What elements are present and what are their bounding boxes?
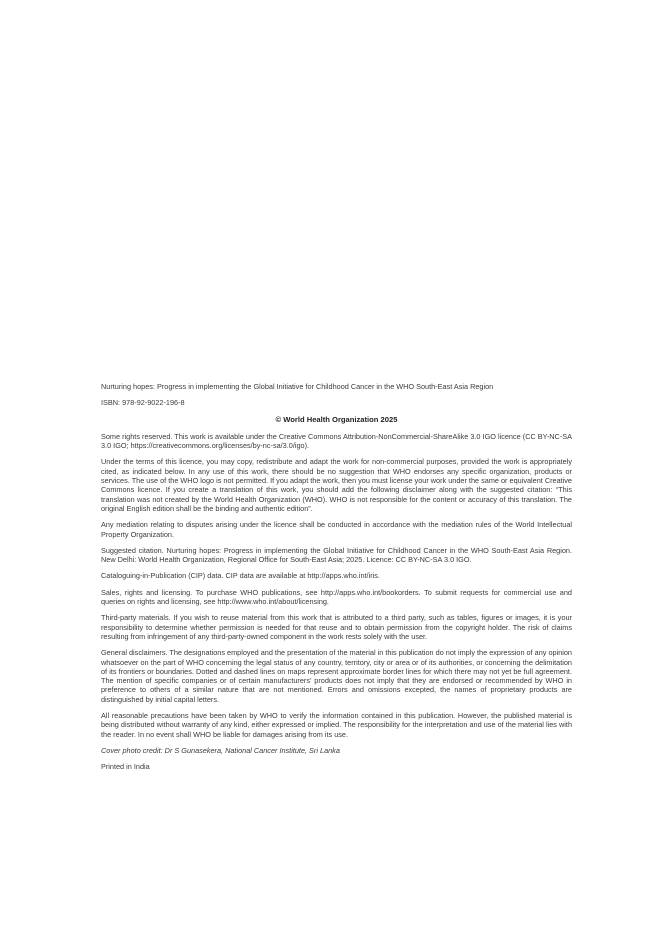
precautions-paragraph: All reasonable precautions have been taken by WHO to verify the information contained in this publication. However, the published material is being distributed without warranty of any kind, either expressed or implied. The responsibility for the interpretation and use of the material lies with the reader. In no event shall WHO be liable for damages arising from its use. (101, 711, 572, 739)
rights-reserved-paragraph: Some rights reserved. This work is available under the Creative Commons Attribution-NonCommercial-ShareAlike 3.0 IGO licence (CC BY-NC-SA 3.0 IGO; https://creativecommons.org/licenses/by-nc-sa/3.0/igo). (101, 431, 572, 451)
general-disclaimers-paragraph: General disclaimers. The designations employed and the presentation of the material in this publication do not imply the expression of any opinion whatsoever on the part of WHO concerning the legal status of any country, territory, city or area or of its authorities, or concerning the delimitation of its frontiers or boundaries. Dotted and dashed lines on maps represent approximate border lines for which there may not yet be full agreement. The mention of specific companies or of certain manufacturers’ products does not imply that they are endorsed or recommended by WHO in preference to others of a similar nature that are not mentioned. Errors and omissions excepted, the names of proprietary products are distinguished by initial capital letters. (101, 648, 572, 704)
copyright-notice: © World Health Organization 2025 (275, 414, 398, 424)
sales-paragraph: Sales, rights and licensing. To purchase WHO publications, see http://apps.who.int/bookorders. To submit requests for commercial use and queries on rights and licensing, see http://www.who.int/about/licensing. (101, 587, 572, 607)
third-party-paragraph: Third-party materials. If you wish to reuse material from this work that is attributed to a third party, such as tables, figures or images, it is your responsibility to determine whether permission is needed for that reuse and to obtain permission from the copyright holder. The risk of claims resulting from infringement of any third-party-owned component in the work rests solely with the user. (101, 613, 572, 641)
licence-terms-paragraph: Under the terms of this licence, you may copy, redistribute and adapt the work for non-commercial purposes, provided the work is appropriately cited, as indicated below. In any use of this work, there should be no suggestion that WHO endorses any specific organization, products or services. The use of the WHO logo is not permitted. If you adapt the work, then you must license your work under the same or equivalent Creative Commons licence. If you create a translation of this work, you should add the following disclaimer along with the suggested citation: “This translation was not created by the World Health Organization (WHO). WHO is not responsible for the content or accuracy of this translation. The original English edition shall be the binding and authentic edition”. (101, 457, 572, 513)
printed-in: Printed in India (101, 762, 150, 772)
publication-title: Nurturing hopes: Progress in implementing the Global Initiative for Childhood Cancer in the WHO South-East Asia Region (101, 382, 494, 391)
cip-paragraph: Cataloguing-in-Publication (CIP) data. CIP data are available at http://apps.who.int/iris. (101, 571, 380, 581)
suggested-citation-paragraph: Suggested citation. Nurturing hopes: Progress in implementing the Global Initiative for Childhood Cancer in the WHO South-East Asia Region. New Delhi: World Health Organization, Regional Office for South-East Asia; 2025. Licence: CC BY-NC-SA 3.0 IGO. (101, 545, 572, 565)
mediation-paragraph: Any mediation relating to disputes arising under the licence shall be conducted in accordance with the mediation rules of the World Intellectual Property Organization. (101, 520, 572, 539)
copyright-page (101, 382, 572, 779)
isbn: ISBN: 978-92-9022-196-8 (101, 398, 185, 408)
photo-credit: Cover photo credit: Dr S Gunasekera, National Cancer Institute, Sri Lanka (101, 745, 340, 755)
